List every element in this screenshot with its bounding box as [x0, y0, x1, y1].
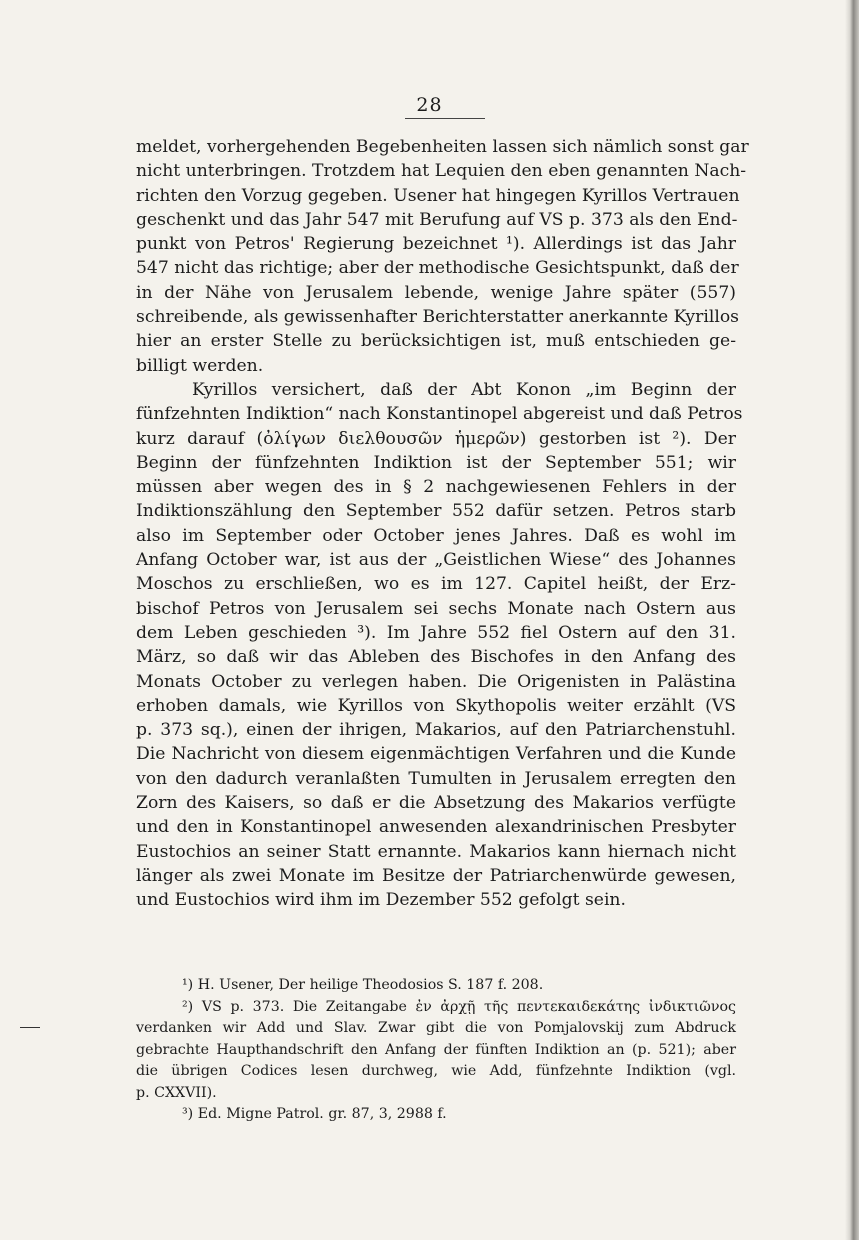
footnote-line: die übrigen Codices lesen durchweg, wie Add, fünfzehnte Indiktion (vgl. — [136, 1063, 736, 1079]
body-line: also im September oder October jenes Jahres. Daß es wohl im — [136, 525, 736, 546]
body-line: p. 373 sq.), einen der ihrigen, Makarios, auf den Patriarchenstuhl. — [136, 720, 736, 741]
body-line: und den in Konstantinopel anwesenden alexandrinischen Presbyter — [136, 817, 736, 838]
body-line: von den dadurch veranlaßten Tumulten in Jerusalem erregten den — [136, 768, 736, 789]
footnote-line: gebrachte Haupthandschrift den Anfang der fünften Indiktion an (p. 521); aber — [136, 1041, 736, 1058]
body-text — [136, 135, 749, 913]
footnotes — [136, 975, 736, 1126]
body-line: bischof Petros von Jerusalem sei sechs Monate nach Ostern aus — [136, 598, 736, 619]
body-line: hier an erster Stelle zu berücksichtigen ist, muß entschieden ge- — [136, 331, 736, 352]
body-line: richten den Vorzug gegeben. Usener hat hingegen Kyrillos Vertrauen — [136, 185, 740, 206]
body-line: schreibende, als gewissenhafter Berichterstatter anerkannte Kyrillos — [136, 307, 739, 328]
body-line: und Eustochios wird ihm im Dezember 552 gefolgt sein. — [136, 890, 626, 911]
body-line: meldet, vorhergehenden Begebenheiten lassen sich nämlich sonst gar — [136, 137, 749, 157]
body-line: punkt von Petros' Regierung bezeichnet ¹). Allerdings ist das Jahr — [136, 234, 736, 255]
footnote-line: ³) Ed. Migne Patrol. gr. 87, 3, 2988 f. — [182, 1106, 447, 1122]
body-line: März, so daß wir das Ableben des Bischofes in den Anfang des — [136, 647, 736, 668]
body-line: Zorn des Kaisers, so daß er die Absetzung des Makarios verfügte — [136, 793, 736, 814]
footnote-line: ¹) H. Usener, Der heilige Theodosios S. 187 f. 208. — [182, 977, 544, 993]
body-line: Moschos zu erschließen, wo es im 127. Capitel heißt, der Erz- — [136, 574, 736, 595]
body-line: erhoben damals, wie Kyrillos von Skythopolis weiter erzählt (VS — [136, 695, 736, 716]
body-line: Kyrillos versichert, daß der Abt Konon „im Beginn der — [192, 379, 736, 400]
body-line: billigt werden. — [136, 355, 264, 376]
body-line: fünfzehnten Indiktion“ nach Konstantinopel abgereist und daß Petros — [136, 404, 743, 425]
body-line: länger als zwei Monate im Besitze der Patriarchenwürde gewesen, — [136, 865, 736, 886]
body-line: Monats October zu verlegen haben. Die Origenisten in Palästina — [136, 671, 736, 692]
footnote-line: ²) VS p. 373. Die Zeitangabe ἐν ἀρχῇ τῆς πεντεκαιδεκάτης ἰνδικτιῶνος — [182, 998, 736, 1015]
body-line: dem Leben geschieden ³). Im Jahre 552 fiel Ostern auf den 31. — [136, 622, 736, 643]
body-line: Anfang October war, ist aus der „Geistlichen Wiese“ des Johannes — [136, 550, 736, 571]
body-line: kurz darauf (ὀλίγων διελθουσῶν ἡμερῶν) gestorben ist ²). Der — [136, 428, 736, 449]
body-line: nicht unterbringen. Trotzdem hat Lequien den eben genannten Nach- — [136, 161, 747, 182]
body-line: geschenkt und das Jahr 547 mit Berufung auf VS p. 373 als den End- — [136, 209, 738, 230]
page-number-rule — [405, 118, 485, 119]
body-line: 547 nicht das richtige; aber der methodische Gesichtspunkt, daß der — [136, 258, 739, 279]
body-line: Eustochios an seiner Statt ernannte. Makarios kann hiernach nicht — [136, 841, 736, 862]
body-line: Die Nachricht von diesem eigenmächtigen Verfahren und die Kunde — [136, 744, 736, 765]
body-line: Indiktionszählung den September 552 dafür setzen. Petros starb — [136, 501, 736, 522]
body-line: müssen aber wegen des in § 2 nachgewiesenen Fehlers in der — [136, 477, 736, 498]
page-number: 28 — [416, 94, 443, 116]
footnote-line: verdanken wir Add und Slav. Zwar gibt die von Pomjalovskij zum Abdruck — [136, 1020, 736, 1036]
footnote-line: p. CXXVII). — [136, 1084, 217, 1101]
margin-mark — [20, 1027, 40, 1028]
scan-edge — [845, 0, 859, 1240]
body-line: Beginn der fünfzehnten Indiktion ist der September 551; wir — [136, 452, 736, 473]
body-line: in der Nähe von Jerusalem lebende, wenige Jahre später (557) — [136, 282, 736, 303]
